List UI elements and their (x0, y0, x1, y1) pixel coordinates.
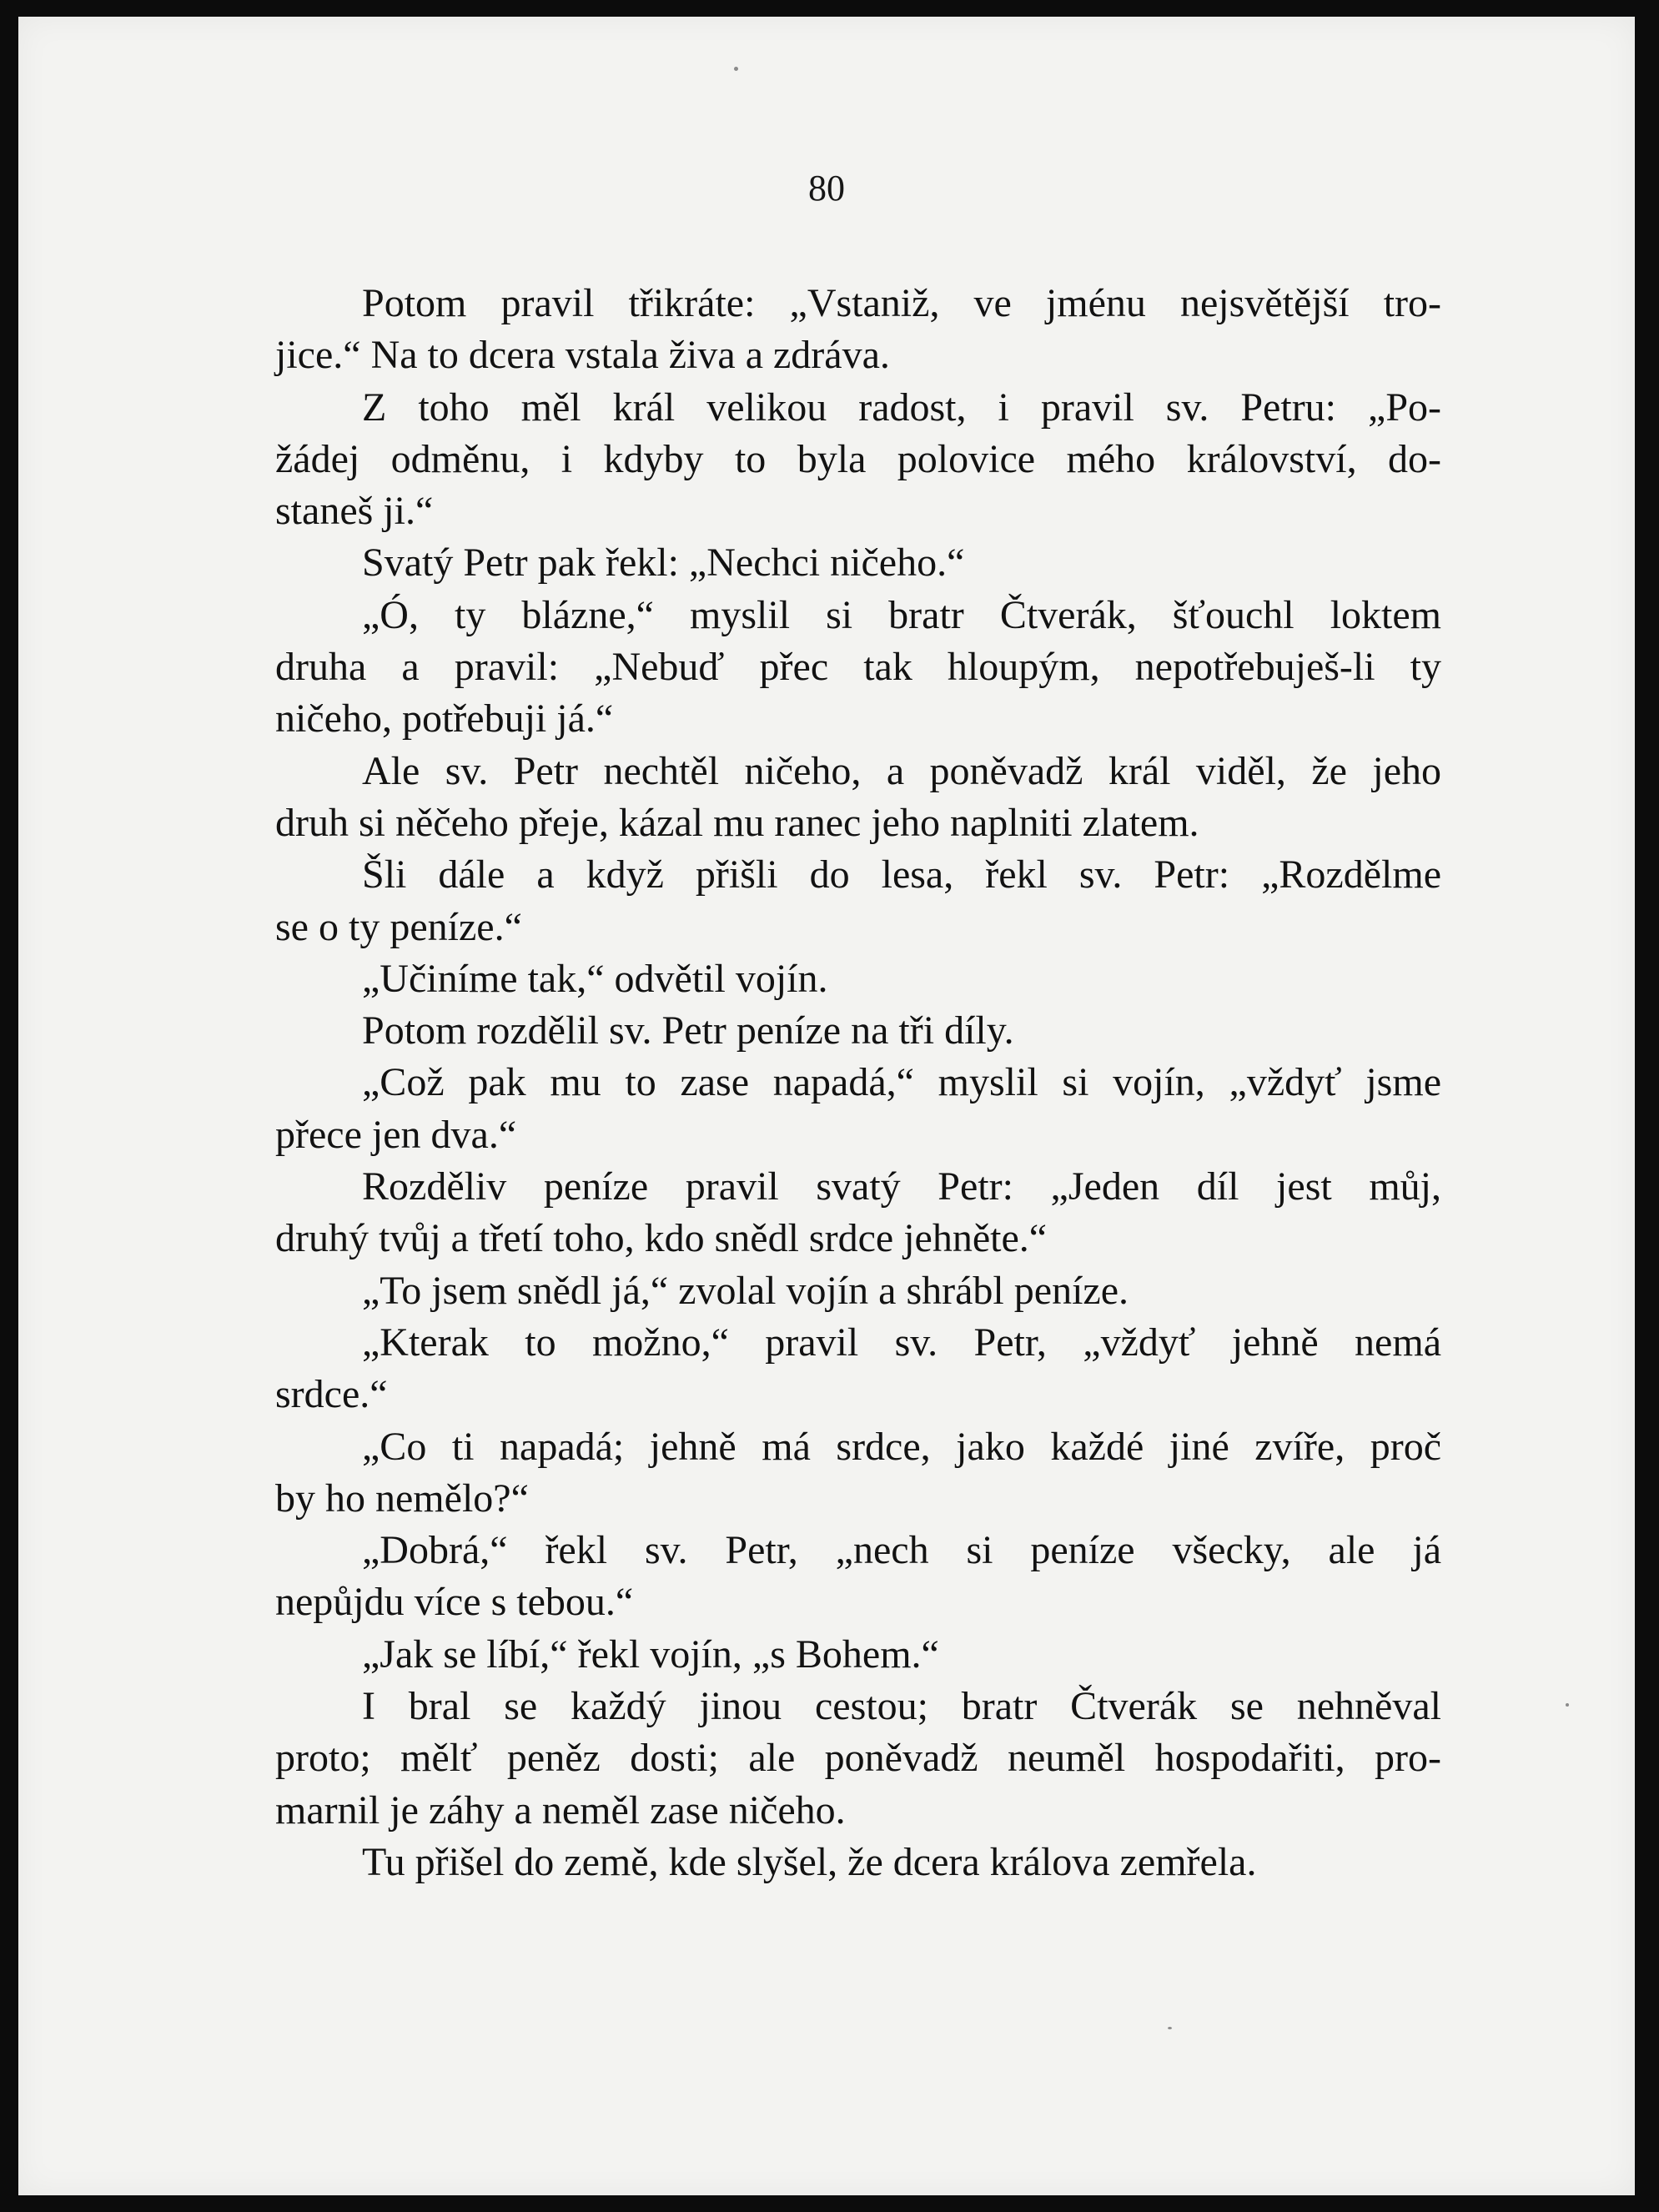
paper-speck (734, 67, 738, 71)
paragraph (275, 849, 1441, 953)
text-line: se o ty peníze.“ (275, 904, 522, 949)
paragraph (275, 1421, 1441, 1526)
text-line: „To jsem snědl já,“ zvolal vojín a shrábl peníze. (362, 1268, 1129, 1313)
text-line: „Kterak to možno,“ pravil sv. Petr, „vždyť jehně nemá (362, 1320, 1441, 1365)
paragraph (275, 590, 1441, 746)
text-line: Potom pravil třikráte: „Vstaniž, ve jménu nejsvětější tro- (362, 281, 1441, 325)
text-line: druhý tvůj a třetí toho, kdo snědl srdce jehněte.“ (275, 1216, 1048, 1261)
text-line: Svatý Petr pak řekl: „Nechci ničeho.“ (362, 540, 965, 586)
text-line: „Což pak mu to zase napadá,“ myslil si vojín, „vždyť jsme (362, 1060, 1441, 1105)
body-text (275, 278, 1441, 1888)
text-line: I bral se každý jinou cestou; bratr Čtverák se nehněval (362, 1684, 1441, 1729)
paragraph (275, 1317, 1441, 1421)
text-line: Z toho měl král velikou radost, i pravil sv. Petru: „Po- (362, 385, 1441, 430)
text-line: jice.“ Na to dcera vstala živa a zdráva. (275, 333, 890, 378)
paragraph (275, 1525, 1441, 1629)
paragraph (275, 1005, 1441, 1057)
text-line: „Jak se líbí,“ řekl vojín, „s Bohem.“ (362, 1631, 939, 1677)
text-line: marnil je záhy a neměl zase ničeho. (275, 1787, 846, 1832)
text-line: Ale sv. Petr nechtěl ničeho, a poněvadž král viděl, že jeho (362, 748, 1441, 793)
paragraph (275, 746, 1441, 850)
paragraph (275, 1057, 1441, 1161)
text-line: Potom rozdělil sv. Petr peníze na tři díly. (362, 1008, 1014, 1053)
text-line: „Učiníme tak,“ odvětil vojín. (362, 956, 828, 1001)
paper-speck (1566, 1703, 1569, 1707)
text-line: staneš ji.“ (275, 489, 434, 534)
paragraph (275, 278, 1441, 382)
paragraph (275, 382, 1441, 538)
paragraph (275, 1265, 1441, 1317)
text-line: žádej odměnu, i kdyby to byla polovice mého království, do- (275, 436, 1441, 481)
text-line: „Ó, ty blázne,“ myslil si bratr Čtverák, šťouchl loktem (362, 592, 1441, 637)
text-line: Rozděliv peníze pravil svatý Petr: „Jeden díl jest můj, (362, 1164, 1441, 1209)
paragraph (275, 1681, 1441, 1837)
text-line: nepůjdu více s tebou.“ (275, 1580, 634, 1625)
text-line: ničeho, potřebuji já.“ (275, 696, 614, 742)
paragraph (275, 537, 1441, 589)
text-line: „Dobrá,“ řekl sv. Petr, „nech si peníze všecky, ale já (362, 1528, 1441, 1573)
text-line: proto; mělť peněz dosti; ale poněvadž neuměl hospodařiti, pro- (275, 1736, 1441, 1781)
paragraph (275, 1629, 1441, 1681)
text-line: přece jen dva.“ (275, 1112, 517, 1157)
paragraph (275, 953, 1441, 1005)
text-line: Šli dále a když přišli do lesa, řekl sv. Petr: „Rozdělme (362, 852, 1441, 897)
text-line: druha a pravil: „Nebuď přec tak hloupým, nepotřebuješ-li ty (275, 645, 1441, 690)
paragraph (275, 1161, 1441, 1265)
text-line: by ho nemělo?“ (275, 1476, 529, 1521)
page-number: 80 (808, 168, 845, 209)
text-line: „Co ti napadá; jehně má srdce, jako každé jiné zvíře, proč (362, 1424, 1441, 1469)
book-page (18, 17, 1635, 2195)
paragraph (275, 1837, 1441, 1888)
text-line: srdce.“ (275, 1372, 388, 1417)
paper-speck (1168, 2027, 1172, 2029)
text-line: Tu přišel do země, kde slyšel, že dcera králova zemřela. (362, 1839, 1257, 1884)
text-line: druh si něčeho přeje, kázal mu ranec jeho naplniti zlatem. (275, 800, 1199, 845)
